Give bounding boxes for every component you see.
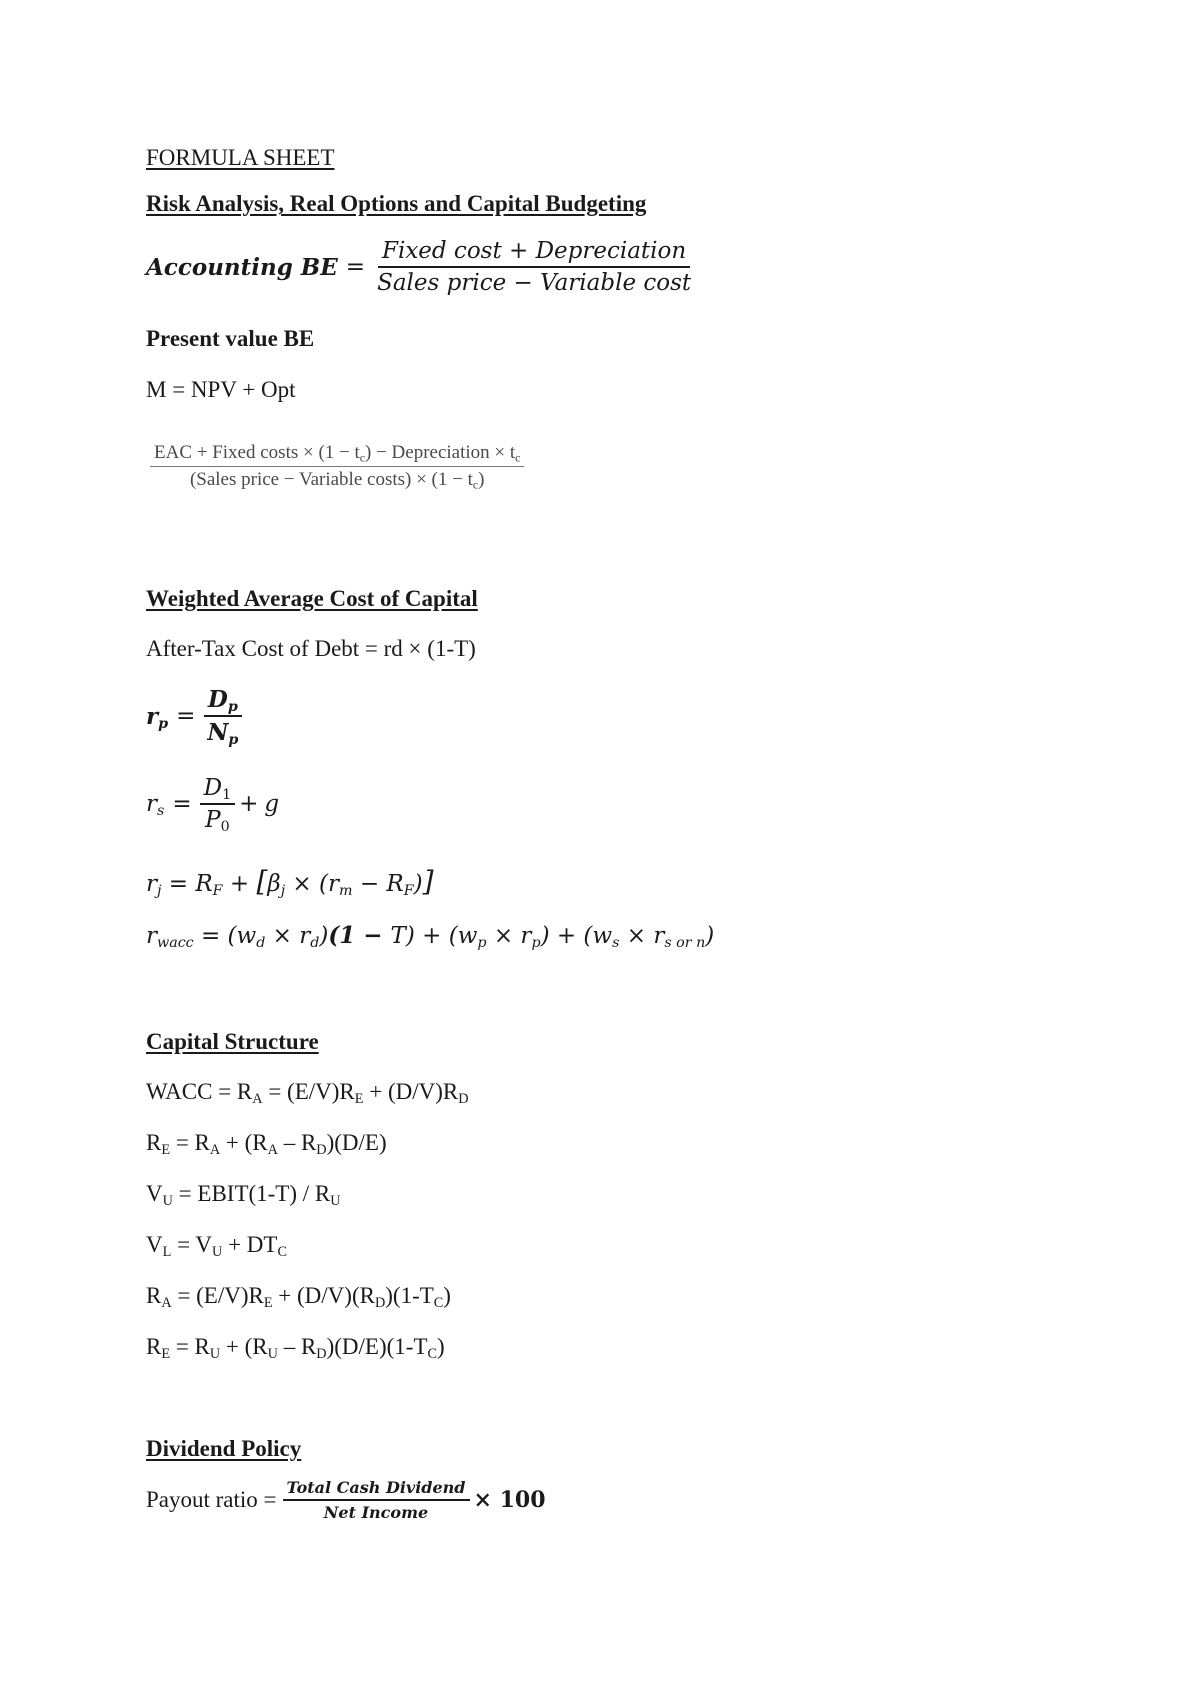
wacc-ra-formula: WACC = $R_A = (E/V)R_E + (D/V)R_D$ [146, 1079, 469, 1107]
accounting-be-fraction [373, 238, 695, 296]
eac-numerator: EAC + Fixed costs × $(1 - t_c)$ − Depreciation × $t_c$ [150, 442, 524, 467]
accounting-be-denominator: Sales price − Variable cost [377, 270, 692, 296]
vu-formula: $V_U$ = EBIT(1-T) / $R_U$ [146, 1181, 341, 1209]
section-heading-capital-structure: Capital Structure [146, 1029, 319, 1054]
payout-ratio-fraction [283, 1478, 470, 1522]
payout-ratio-formula [146, 1478, 546, 1522]
section-heading-risk: Risk Analysis, Real Options and Capital Budgeting [146, 191, 647, 216]
m-npv-opt-formula: M = NPV + Opt [146, 377, 296, 402]
accounting-be-numerator: Fixed cost + Depreciation [378, 238, 690, 268]
eac-denominator: (Sales price − Variable costs) × $(1 - t_c)$ [189, 469, 485, 492]
payout-denominator: Net Income [323, 1503, 429, 1522]
pv-be-eac-formula [150, 442, 524, 491]
eac-fraction [150, 442, 524, 491]
rp-formula: $r_p$ = $\frac{D_p}{N_p}$ [146, 686, 242, 746]
rwacc-formula: $r_{wacc} = (w_d \times r_d)(1 - T) + (w_p \times r_p) + (w_s \times r_{s or n})$ [146, 922, 715, 951]
section-heading-dividend-policy: Dividend Policy [146, 1436, 302, 1461]
accounting-be-lhs: Accounting BE [146, 253, 338, 281]
page-title: FORMULA SHEET [146, 145, 335, 170]
ra-tax-formula: $R_A = (E/V)R_E + (D/V)(R_D)(1-T_C)$ [146, 1283, 451, 1311]
re-mm2-formula: $R_E = R_A + (R_A - R_D)(D/E)$ [146, 1130, 387, 1158]
after-tax-cost-of-debt: After-Tax Cost of Debt = rd × (1-T) [146, 636, 476, 661]
payout-ratio-label: Payout ratio = [146, 1487, 277, 1512]
re-tax-formula: $R_E = R_U + (R_U - R_D)(D/E)(1-T_C)$ [146, 1334, 445, 1362]
vl-formula: $V_L = V_U + DT_C$ [146, 1232, 287, 1260]
rs-formula: $r_s$ = $\frac{D_1}{P_0}$ + g [146, 775, 280, 835]
payout-multiplier: × 100 [473, 1487, 546, 1513]
accounting-be-formula: Accounting BE = $\frac{\text{Fixed cost + Depreciation}}{\text{Sales price − Variable cost}}$ [146, 238, 695, 296]
section-heading-wacc: Weighted Average Cost of Capital [146, 586, 478, 611]
payout-numerator: Total Cash Dividend [283, 1478, 470, 1501]
capm-formula: $r_j = R_F + [\beta_j \times (r_m - R_F)]$ [146, 865, 434, 899]
present-value-be-label: Present value BE [146, 326, 315, 351]
